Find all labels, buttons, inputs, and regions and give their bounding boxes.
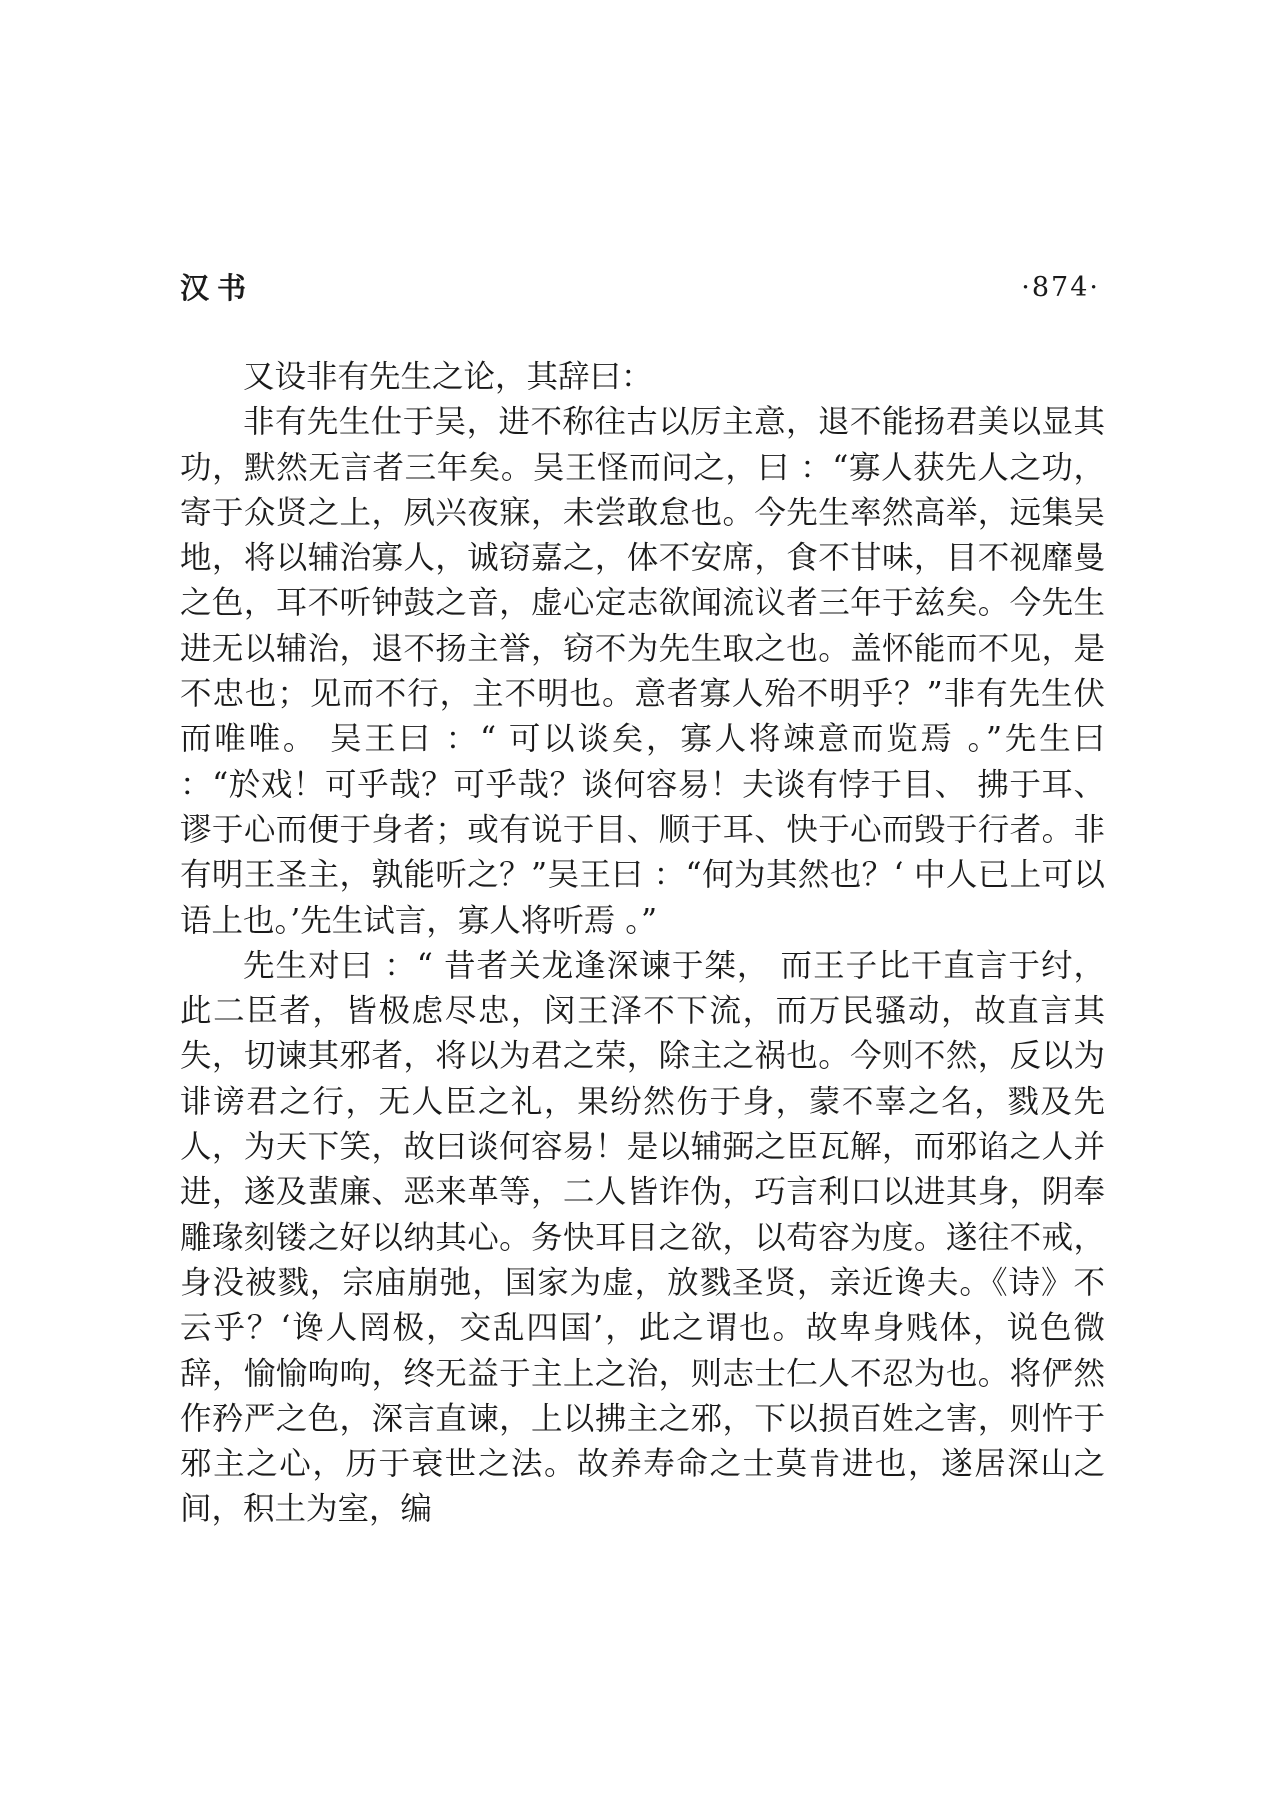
paragraph-master-reply: 先生对曰 ：“ 昔者关龙逢深谏于桀， 而王子比干直言于纣，此二臣者，皆极虑尽忠，闵王泽不下流，而万民骚动，故直言其失，切谏其邪者，将以为君之荣，除主之祸也。今则不然，反以为诽谤君之行，无人臣之礼，果纷然伤于身，蒙不辜之名，戮及先人，为天下笑，故曰谈何容易！是以辅弼之臣瓦解，而邪谄之人并进，遂及蜚廉、恶来革等，二人皆诈伪，巧言利口以进其身，阴奉雕瑑刻镂之好以纳其心。务快耳目之欲，以苟容为度。遂往不戒，身没被戮，宗庙崩弛，国家为虚，放戮圣贤，亲近谗夫。《诗》不云乎？‘谗人罔极，交乱四国’，此之谓也。故卑身贱体，说色微辞，愉愉呴呴，终无益于主上之治，则志士仁人不忍为也。将俨然作矜严之色，深言直谏，上以拂主之邪，下以损百姓之害，则忤于邪主之心，历于衰世之法。故养寿命之士莫肯进也，遂居深山之间，积土为室，编	[180, 947, 1105, 1528]
book-title: 汉书	[180, 271, 255, 305]
body-text	[180, 355, 1116, 1533]
page-number: ·874·	[1021, 272, 1100, 303]
paragraph-intro: 又设非有先生之论，其辞曰：	[243, 359, 653, 395]
paragraph-wu-king-dialogue: 非有先生仕于吴，进不称往古以厉主意，退不能扬君美以显其功，默然无言者三年矣。吴王怪而问之，曰 ：“寡人获先人之功，寄于众贤之上，夙兴夜寐，未尝敢怠也。今先生率然高举，远集吴地，将以辅治寡人，诚窃嘉之，体不安席，食不甘味，目不视靡曼之色，耳不听钟鼓之音，虚心定志欲闻流议者三年于兹矣。今先生进无以辅治，退不扬主誉，窃不为先生取之也。盖怀能而不见，是不忠也；见而不行，主不明也。意者寡人殆不明乎？”非有先生伏而唯唯。 吴王曰 ：“ 可以谈矣，寡人将竦意而览焉 。”先生曰 ：“於戏！可乎哉？可乎哉？谈何容易！夫谈有悖于目、 拂于耳、 谬于心而便于身者；或有说于目、顺于耳、快于心而毁于行者。非有明王圣主，孰能听之？”吴王曰 ：“何为其然也？‘ 中人已上可以语上也。’先生试言，寡人将听焉 。”	[180, 404, 1116, 939]
page-header	[180, 268, 1100, 308]
